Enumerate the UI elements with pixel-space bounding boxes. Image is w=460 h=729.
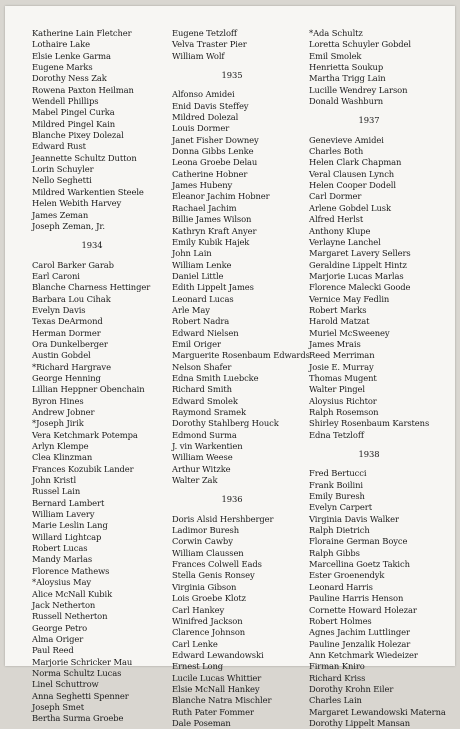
alumni-name: Eleanor Jachim Hobner	[172, 191, 270, 202]
alumni-name: Arlene Gobdel Lusk	[309, 202, 391, 213]
alumni-name: Frances Colwell Eads	[172, 559, 262, 570]
alumni-name: Edna Tetzloff	[309, 429, 364, 440]
alumni-name: Katherine Lain Fletcher	[32, 28, 132, 38]
alumni-name: Russel Lain	[32, 486, 81, 497]
column-2	[172, 28, 310, 729]
alumni-name: Helen Webith Harvey	[32, 198, 122, 209]
alumni-name: Emily Kubik Hajek	[172, 236, 250, 247]
alumni-name: William Lenke	[172, 259, 232, 270]
alumni-name: Helen Cooper Dodell	[309, 180, 396, 191]
alumni-name: Elsie Lenke Garma	[32, 50, 111, 61]
alumni-name: Donald Washburn	[309, 96, 384, 107]
alumni-name: Louis Dormer	[172, 123, 230, 134]
alumni-name: William Lavery	[32, 509, 95, 520]
alumni-name: Edward Nielsen	[172, 327, 239, 338]
alumni-name: Charles Lain	[309, 695, 362, 706]
alumni-name: Doris Alsid Hershberger	[172, 513, 274, 524]
alumni-name: Lucile Lucas Whittier	[172, 672, 262, 683]
alumni-name: Walter Zak	[172, 475, 218, 486]
alumni-name: Arle May	[172, 304, 210, 315]
alumni-name: *Joseph Jirik	[32, 418, 84, 429]
alumni-name: Alma Origer	[32, 633, 84, 644]
alumni-name: Henrietta Soukup	[309, 62, 384, 73]
alumni-name: Emil Smolek	[309, 50, 362, 61]
alumni-name: J. vin Warkentien	[172, 441, 243, 452]
alumni-name: George Petro	[32, 622, 88, 633]
alumni-name: Kathryn Kraft Anyer	[172, 225, 257, 236]
alumni-name: Aloysius Richtor	[309, 395, 377, 406]
alumni-name: Ann Ketchmark Wiedeizer	[309, 649, 418, 660]
alumni-name: Marguerite Rosenbaum Edwards	[172, 350, 310, 361]
alumni-name: Blanche Pixey Dolezal	[32, 130, 124, 141]
alumni-name: Carl Lenke	[172, 638, 218, 649]
alumni-name: Genevieve Amidei	[309, 134, 384, 145]
alumni-name: Frances Kozubik Lander	[32, 463, 134, 474]
alumni-name: Velva Traster Pier	[172, 39, 247, 50]
alumni-name: Wendell Phillips	[32, 96, 99, 107]
alumni-name: Marjorie Schricker Mau	[32, 656, 133, 667]
alumni-name: Blanche Natra Mischler	[172, 695, 272, 706]
alumni-name: Alfonso Amidei	[172, 89, 235, 100]
alumni-name: Bernard Lambert	[32, 497, 105, 508]
alumni-name: Dorothy Ness Zak	[32, 73, 107, 84]
alumni-name: Shirley Rosenbaum Karstens	[309, 418, 430, 429]
alumni-name: Verlayne Lanchel	[309, 236, 381, 247]
alumni-name: Robert Marks	[309, 304, 367, 315]
alumni-name: William Claussen	[172, 547, 244, 558]
alumni-name: Carl Dormer	[309, 191, 362, 202]
alumni-name: Eugene Tetzloff	[172, 28, 237, 38]
alumni-name: Rachael Jachim	[172, 202, 237, 213]
alumni-name: Earl Caroni	[32, 270, 80, 281]
alumni-name: Enid Davis Steffey	[172, 100, 249, 111]
alumni-name: Loretta Schuyler Gobdel	[309, 39, 411, 50]
alumni-name: Emily Buresh	[309, 491, 365, 502]
alumni-name: Stella Genis Ronsey	[172, 570, 255, 581]
alumni-name: Robert Lucas	[32, 543, 88, 554]
alumni-name: Edith Lippelt James	[172, 282, 254, 293]
class-year-heading: 1937	[358, 115, 380, 126]
alumni-name: Blanche Charness Hettinger	[32, 282, 151, 293]
alumni-name: Cornette Howard Holezar	[309, 604, 417, 615]
alumni-name: Clarence Johnson	[172, 627, 246, 638]
alumni-name: Arlyn Klempe	[32, 441, 89, 452]
alumni-name: Ralph Gibbs	[309, 547, 360, 558]
alumni-name: Willard Lightcap	[32, 531, 102, 542]
alumni-name: Leonard Harris	[309, 581, 373, 592]
alumni-name: Corwin Cawby	[172, 536, 233, 547]
alumni-name: William Wolf	[172, 50, 225, 61]
alumni-name: Marcellina Goetz Takich	[309, 559, 410, 570]
alumni-name: Firman Kniro	[309, 661, 365, 672]
alumni-name: Billie James Wilson	[172, 214, 252, 225]
alumni-name: Marjorie Lucas Marlas	[309, 270, 404, 281]
alumni-name: Helen Clark Chapman	[309, 157, 402, 168]
alumni-name: Dale Poseman	[172, 717, 231, 728]
alumni-name: Mildred Pingel Kain	[32, 118, 116, 129]
alumni-name: Russell Netherton	[32, 611, 108, 622]
alumni-name: Richard Kriss	[309, 672, 366, 683]
alumni-name: Joseph Smet	[32, 701, 84, 712]
alumni-name: Vera Ketchmark Potempa	[32, 429, 138, 440]
alumni-name: William Weese	[172, 452, 233, 463]
alumni-name: Harold Matzat	[309, 316, 370, 327]
alumni-name: Texas DeArmond	[32, 316, 103, 327]
alumni-name: Dorothy Krohn Eiler	[309, 683, 394, 694]
alumni-name: Emil Origer	[172, 338, 221, 349]
alumni-name: Virginia Gibson	[172, 581, 237, 592]
alumni-name: Edward Rust	[32, 141, 86, 152]
alumni-name: Robert Holmes	[309, 615, 372, 626]
alumni-name: Florence Mathews	[32, 565, 110, 576]
alumni-name: Herman Dormer	[32, 327, 101, 338]
alumni-name: Frank Boilini	[309, 479, 363, 490]
alumni-name: Byron Hines	[32, 395, 84, 406]
alumni-name: Carl Hankey	[172, 604, 225, 615]
alumni-name: Daniel Little	[172, 270, 224, 281]
alumni-name: Dorothy Stahlberg Houck	[172, 418, 279, 429]
alumni-name: Leonard Lucas	[172, 293, 234, 304]
alumni-name: Muriel McSweeney	[309, 327, 390, 338]
alumni-name: Raymond Sramek	[172, 407, 246, 417]
alumni-name: James Mrais	[309, 338, 361, 349]
alumni-name: Nello Seghetti	[32, 175, 92, 186]
alumni-name: George Henning	[32, 372, 101, 383]
alumni-name: Lothaire Lake	[32, 39, 90, 50]
alumni-name: Clea Klinzman	[32, 452, 93, 463]
alumni-name: Florence Malecki Goode	[309, 282, 411, 293]
document-page	[5, 6, 455, 728]
alumni-name: Elsie McNall Hankey	[172, 683, 260, 694]
alumni-name: Ruth Pater Fommer	[172, 706, 254, 717]
class-year-heading: 1936	[221, 494, 243, 505]
alumni-name: Floraine German Boyce	[309, 536, 408, 547]
alumni-name: Mandy Marlas	[32, 554, 93, 565]
alumni-name: Virginia Davis Walker	[309, 513, 399, 524]
alumni-name: Ester Groenendyk	[309, 570, 385, 581]
alumni-name: Alice McNall Kubik	[32, 588, 113, 599]
alumni-name: Martha Trigg Lain	[309, 73, 386, 84]
alumni-name: Winifred Jackson	[172, 615, 243, 626]
alumni-name: Jeannette Schultz Dutton	[32, 152, 137, 163]
alumni-name: James Zeman	[32, 209, 89, 220]
alumni-name: Rowena Paxton Heilman	[32, 84, 134, 95]
alumni-name: Pauline Harris Henson	[309, 593, 404, 604]
alumni-name: Ernest Long	[172, 661, 224, 672]
column-1	[32, 28, 152, 725]
alumni-name: Walter Pingel	[309, 384, 365, 395]
alumni-name: Bertha Surma Groebe	[32, 713, 124, 724]
class-year-heading: 1934	[81, 240, 103, 251]
alumni-name: Donna Gibbs Lenke	[172, 146, 254, 157]
alumni-name: Margaret Lavery Sellers	[309, 248, 411, 259]
alumni-name: Lois Groebe Klotz	[172, 593, 246, 604]
alumni-name: Charles Both	[309, 146, 364, 157]
alumni-name: Evelyn Davis	[32, 304, 86, 315]
alumni-name: Mildred Dolezal	[172, 112, 239, 123]
alumni-name: *Richard Hargrave	[32, 361, 111, 372]
alumni-name: Thomas Mugent	[309, 372, 377, 383]
alumni-name: Geraldine Lippelt Hintz	[309, 259, 407, 270]
alumni-name: Lucille Wendrey Larson	[309, 84, 408, 95]
alumni-name: Margaret Lewandowski Materna	[309, 706, 446, 717]
alumni-name: Jack Netherton	[32, 599, 96, 610]
alumni-name: Mildred Warkentien Steele	[32, 186, 144, 197]
alumni-name: Edmond Surma	[172, 429, 237, 440]
alumni-name: Barbara Lou Cihak	[32, 293, 111, 304]
alumni-name: Reed Merriman	[309, 350, 375, 361]
alumni-name: Ora Dunkelberger	[32, 338, 108, 349]
alumni-name: Edward Lewandowski	[172, 649, 264, 660]
alumni-name: James Hubeny	[172, 180, 233, 191]
alumni-name: Lillian Heppner Obenchain	[32, 384, 145, 395]
alumni-name: Edna Smith Luebcke	[172, 372, 259, 383]
alumni-name: Lorin Schuyler	[32, 164, 94, 175]
alumni-name: Alfred Herlst	[309, 214, 364, 225]
alumni-name: Catherine Hobner	[172, 168, 248, 179]
alumni-name: Josie E. Murray	[309, 361, 374, 372]
alumni-name: Paul Reed	[32, 645, 74, 656]
alumni-name: Andrew Jobner	[32, 407, 95, 417]
alumni-name: Leona Groebe Delau	[172, 157, 258, 168]
alumni-name: Austin Gobdel	[32, 350, 91, 361]
alumni-name: *Ada Schultz	[309, 28, 363, 38]
alumni-name: Agnes Jachim Luttlinger	[309, 627, 410, 638]
alumni-name: Veral Clausen Lynch	[309, 168, 395, 179]
alumni-name: Nelson Shafer	[172, 361, 232, 372]
alumni-name: Ladimor Buresh	[172, 525, 240, 536]
alumni-name: Robert Nadra	[172, 316, 230, 327]
alumni-name: Linel Schuttrow	[32, 679, 99, 690]
alumni-name: Arthur Witzke	[172, 463, 231, 474]
class-year-heading: 1935	[221, 70, 243, 81]
alumni-name: John Kristl	[32, 475, 77, 486]
alumni-name: Edward Smolek	[172, 395, 238, 406]
alumni-name: Mabel Pingel Curka	[32, 107, 115, 118]
alumni-name: Richard Smith	[172, 384, 232, 395]
column-3	[309, 28, 446, 729]
alumni-name: Fred Bertucci	[309, 468, 367, 479]
alumni-name: Joseph Zeman, Jr.	[32, 220, 105, 231]
alumni-name: Vernice May Fedlin	[309, 293, 390, 304]
alumni-name: Norma Schultz Lucas	[32, 667, 122, 678]
alumni-name: John Lain	[172, 248, 212, 259]
alumni-name: Anna Seghetti Spenner	[32, 690, 129, 701]
alumni-name: Ralph Rosemson	[309, 407, 379, 417]
alumni-name: Dorothy Lippelt Mansan	[309, 717, 411, 728]
alumni-name: Evelyn Carpert	[309, 502, 372, 513]
alumni-name: Ralph Dietrich	[309, 525, 370, 536]
alumni-name: Eugene Marks	[32, 62, 93, 73]
alumni-name: Pauline Jenzalik Holezar	[309, 638, 411, 649]
alumni-name: *Aloysius May	[32, 577, 92, 588]
alumni-name: Marie Leslin Lang	[32, 520, 108, 531]
alumni-name: Carol Barker Garab	[32, 259, 114, 270]
alumni-name: Anthony Klupe	[309, 225, 371, 236]
class-year-heading: 1938	[358, 449, 380, 460]
alumni-name: Janet Fisher Downey	[172, 134, 259, 145]
